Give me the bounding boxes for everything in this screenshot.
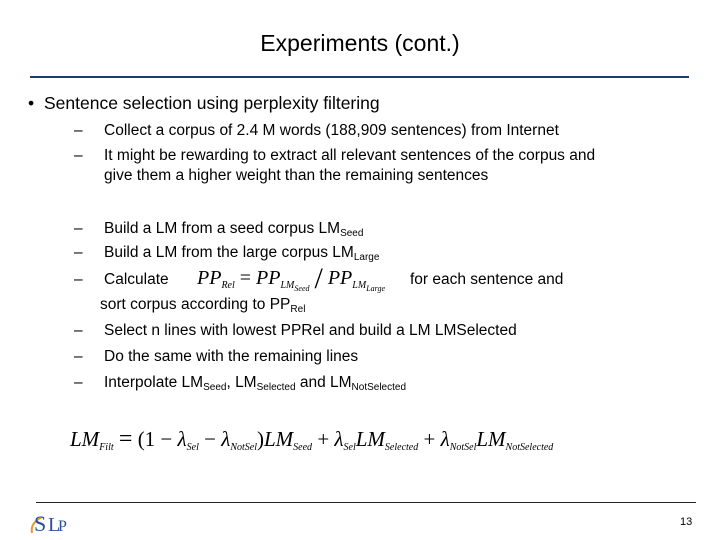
page-number: 13: [680, 516, 693, 528]
sub-item-same: – Do the same with the remaining lines: [74, 348, 359, 365]
interpolation-formula: LMFilt = (1 − λSel − λNotSel)LMSeed + λSelLMSelected + λNotSelLMNotSelected: [70, 426, 554, 453]
slide-title: Experiments (cont.): [260, 30, 460, 56]
sub-item-seed: – Build a LM from a seed corpus $LM_{Seed}$: [74, 220, 364, 239]
sub-item-rewarding-line2: give them a higher weight than the remaining sentences: [104, 167, 489, 184]
svg-text:L: L: [48, 514, 61, 536]
svg-text:P: P: [58, 518, 67, 535]
slp-logo: [28, 501, 78, 539]
svg-text:S: S: [34, 511, 47, 536]
bullet-dot: •: [28, 93, 35, 113]
main-bullet-text: Sentence selection using perplexity filtering: [44, 93, 380, 113]
sub-item-large: – Build a LM from the large corpus $LM_{Large}$: [74, 244, 380, 263]
footer-divider: [36, 502, 696, 503]
sub-item-collect: – Collect a corpus of 2.4 M words (188,909 sentences) from Internet: [74, 122, 559, 139]
sub-item-rewarding: – It might be rewarding to extract all relevant sentences of the corpus and: [74, 147, 596, 164]
sub-item-collect-text: Collect a corpus of 2.4 M words (188,909 sentences) from Internet: [104, 122, 559, 139]
sub-item-rewarding-line1: It might be rewarding to extract all relevant sentences of the corpus and: [104, 147, 596, 164]
main-bullet: [28, 92, 380, 114]
sub-item-calculate-suffix: for each sentence and: [410, 271, 564, 288]
sub-item-select: – Select n lines with lowest PPRel and build a LM LMSelected: [74, 322, 517, 339]
title-divider: [30, 76, 689, 78]
sub-item-calculate-line2: sort corpus according to $PP_{Rel}$: [100, 296, 306, 315]
sub-item-calculate: – Calculate: [74, 271, 169, 288]
perplexity-ratio-formula: $PP_{Rel} = PP_{LM_{Seed}} / PP_{LM_{Large}}$: [197, 262, 386, 295]
sub-item-interpolate: – Interpolate $LM_{Seed}$, $LM_{Selected}$ and $LM_{NotSelected}$: [74, 374, 407, 393]
